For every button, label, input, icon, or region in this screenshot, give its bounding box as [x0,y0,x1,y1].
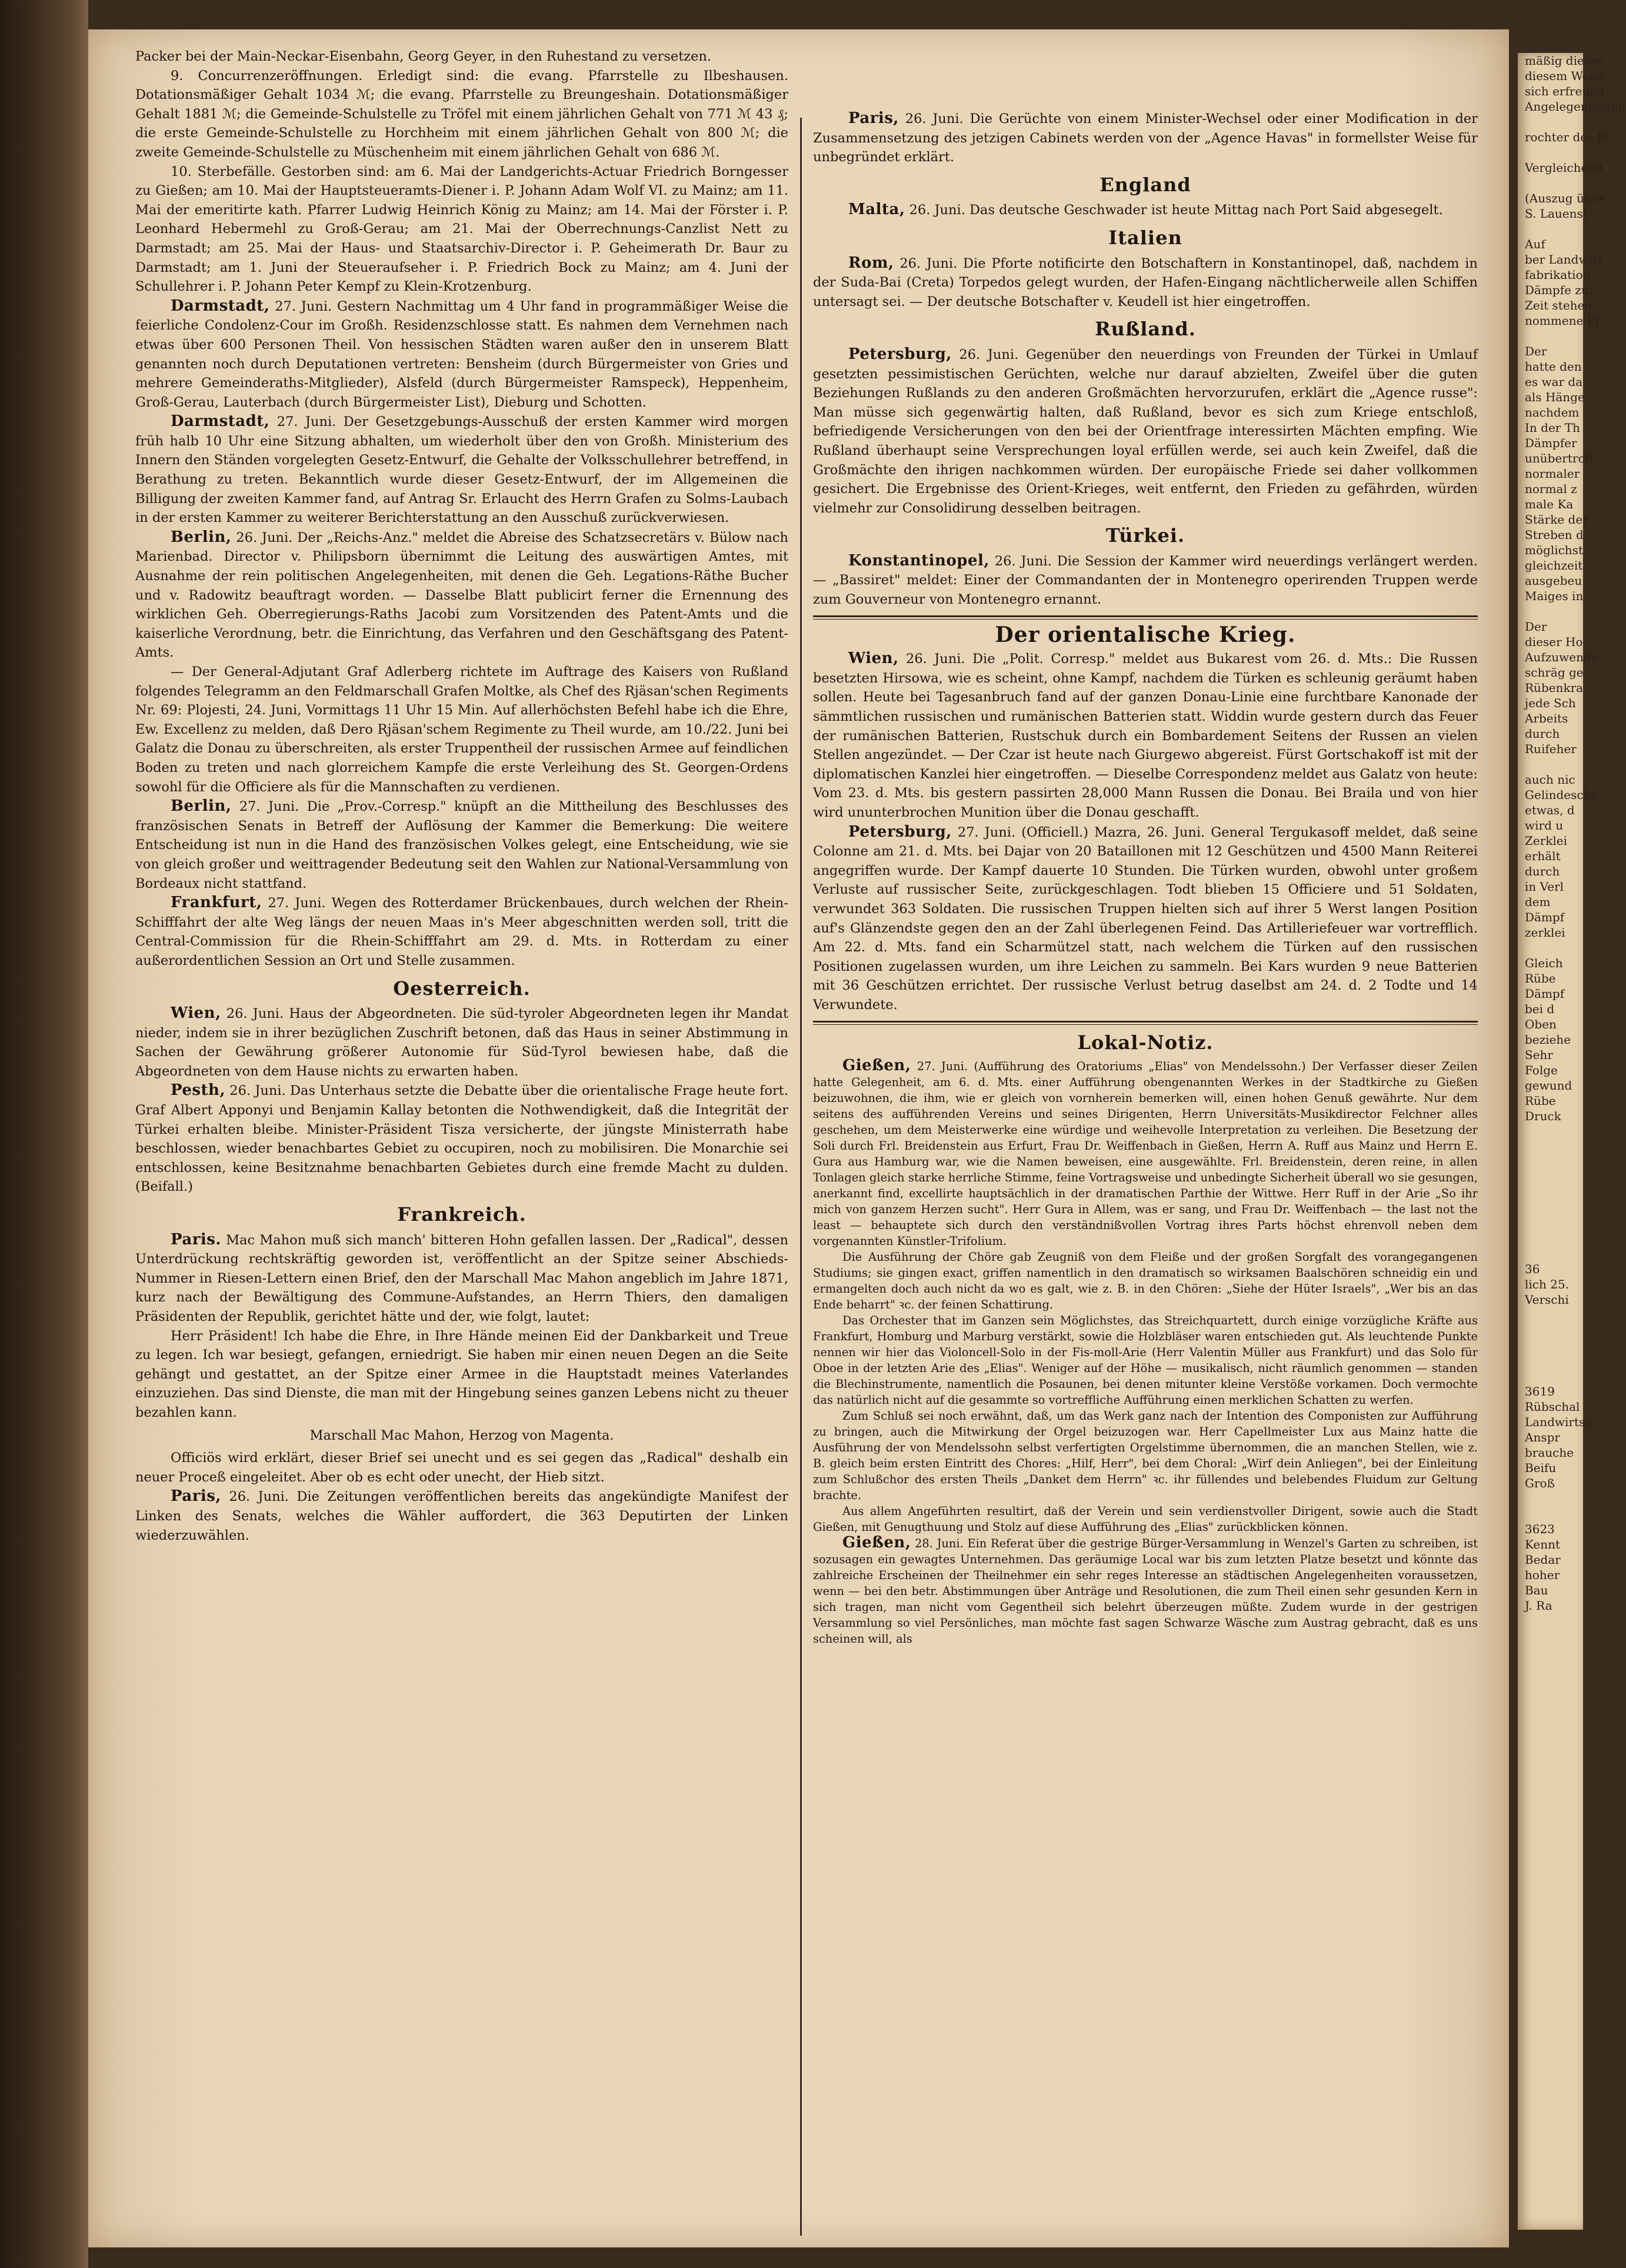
adjacent-page-line [1525,604,1583,619]
dateline: Rom, [848,254,894,272]
adjacent-page-line: Bau [1525,1583,1548,1597]
article-body: 26. Juni. Haus der Abgeordneten. Die süd-tyroler Abgeordneten legen ihr Mandat nieder, indem sie in ihrer bezüglichen Zuschrift betonen, daß das Haus in seiner Abstimmung in Sachen der Gewährung größerer Autonomie für Süd-Tyrol bewiesen habe, daß die Abgeordneten von dem Hause nichts zu erwarten haben. [135,1006,788,1079]
article-body: 27. Juni. Der Gesetzgebungs-Ausschuß der ersten Kammer wird morgen früh halb 10 Uhr eine Sitzung abhalten, um wiederholt über den von Großh. Ministerium des Innern den Ständen vorgelegten Gesetz-Entwurf, die Gehalte der Volksschullehrer betreffend, in Berathung zu treten. Bekanntlich wurde dieser Gesetz-Entwurf, der im Allgemeinen die Billigung der zweiten Kammer fand, auf Antrag Sr. Erlaucht des Herrn Grafen zu Solms-Laubach in der ersten Kammer zu weiterer Berichterstattung an den Ausschuß zurückverwiesen. [135,414,788,526]
article-body: 26. Juni. Die „Polit. Corresp." meldet aus Bukarest vom 26. d. Mts.: Die Russen besetzten Hirsowa, wie es scheint, ohne Kampf, nachdem die Türken es schleunig geräumt haben sollen. Heute bei Tagesanbruch fand auf der ganzen Donau-Linie eine furchtbare Kanonade der sämmtlichen russischen und rumänischen Batterien statt. Widdin wurde gestern durch das Feuer der rumänischen Batterien, Rustschuk durch ein Bombardement Seitens der Russen an vielen Stellen angezündet. — Der Czar ist heute nach Giurgewo abgereist. Fürst Gortschakoff ist mit der diplomatischen Kanzlei hier eingetroffen. — Dieselbe Correspondenz meldet aus Galatz von heute: Vom 23. d. Mts. bis gestern passirten 28,000 Mann Russen die Donau. Bei Braila und von hier wird ununterbrochen Munition über die Donau geschafft. [813,651,1478,820]
article-body: 27. Juni. (Aufführung des Oratoriums „Elias" von Mendelssohn.) Der Verfasser dieser Zeilen hatte Gelegenheit, am 6. d. Mts. einer Aufführung obengenannten Werkes in der Stadtkirche zu Gießen beizuwohnen, die ihm, wie er gleich von vornherein bemerken will, einen hohen Genuß gewährte. Nur dem seitens des aufführenden Vereins und seines Dirigenten, Herrn Universitäts-Musikdirector Felchner alles geschehen, um dem Meisterwerke eine würdige und weihevolle Interpretation zu verleihen. Die Besetzung der Soli durch Frl. Breidenstein aus Erfurt, Frau Dr. Weiffenbach in Gießen, Herrn A. Ruff aus Mainz und Herrn E. Gura aus Hamburg war, wie die Namen beweisen, eine ausgewählte. Frl. Breidenstein, deren reine, in allen Tonlagen gleich starke herrliche Stimme, feine Vortragsweise und unbedingte Sicherheit überall wo sie gesungen, anerkannt find, excellirte hauptsächlich in der dramatischen Parthie der Wittwe. Herr Ruff in der Arie „So ihr mich von ganzem Herzen sucht". Herr Gura in Allem, was er sang, und Frau Dr. Weiffenbach — the last not the least — behauptete sich durch den verständnißvollen Vortrag ihres Parts höchst ehrenvoll neben dem vorgenannten Künstler-Trifolium. [813,1060,1478,1248]
adjacent-page-line: dieser Ho [1525,635,1583,649]
adjacent-page-line: fabrikation. [1525,268,1594,282]
adjacent-page-line: durch [1525,864,1560,878]
adjacent-page-line [1525,328,1583,344]
adjacent-page-line [1525,114,1583,129]
dateline: Wien, [848,650,899,668]
adjacent-page-line: Dämpfe zur [1525,283,1595,297]
dateline: Darmstadt, [171,412,270,431]
left-column [135,47,788,1545]
article-paris-1 [135,1230,788,1327]
article-text: Packer bei der Main-Neckar-Eisenbahn, Georg Geyer, in den Ruhestand zu versetzen. [135,49,712,64]
article-pesth [135,1081,788,1197]
article-choere: Die Ausführung der Chöre gab Zeugniß von dem Fleiße und der großen Sorgfalt des vorangegangenen Studiums; sie gingen exact, griffen namentlich in den dramatisch so wirksamen Baalschören schneidig ein und ermangelten doch auch nicht da wo es galt, wie z. B. in den Chören: „Siehe der Hüter Israels", „Wer bis an das Ende beharrt" ꝛc. der feinen Schattirung. [813,1250,1478,1312]
adjacent-page-line [1525,1231,1583,1246]
section-rule [813,1021,1478,1025]
adjacent-page-line: Gleich [1525,956,1563,970]
adjacent-page-line: (Auszug über [1525,191,1605,205]
adjacent-page-line: erhält [1525,849,1561,863]
dateline: Petersburg, [848,345,952,363]
adjacent-page-line: lich 25. [1525,1277,1570,1291]
dateline: Paris, [171,1487,221,1506]
article-body: 27. Juni. Gestern Nachmittag um 4 Uhr fand in programmäßiger Weise die feierliche Condolenz-Cour im Großh. Residenzschlosse statt. Es nahmen dem Vernehmen nach etwas über 600 Personen Theil. Von hessischen Städten waren außer den in unserem Blatt genannten noch durch Deputationen vertreten: Bensheim (durch Bürgermeister von Gries und mehrere Gemeinderaths-Mitglieder), Alsfeld (durch Bürgermeister Ramspeck), Heppenheim, Groß-Gerau, Lauterbach (durch Bürgermeister List), Dieburg und Schotten. [135,298,788,410]
adjacent-page-fragments [1518,53,1626,1613]
adjacent-page-line: Dämpfer [1525,436,1577,450]
article-concurrenz: 9. Concurrenzeröffnungen. Erledigt sind: die evang. Pfarrstelle zu Ilbeshausen. Dotationsmäßiger Gehalt 1034 ℳ; die evang. Pfarrstelle zu Breungeshain. Dotationsmäßiger Gehalt 1881 ℳ; die Gemeinde-Schulstelle zu Tröfel mit einem jährlichen Gehalt von 771 ℳ 43 ₰; die erste Gemeinde-Schulstelle zu Horchheim mit einem jährlichen Gehalt von 800 ℳ; die zweite Gemeinde-Schulstelle zu Müschenheim mit einem jährlichen Gehalt von 686 ℳ. [135,68,788,160]
adjacent-page-line: Rübe [1525,1094,1556,1108]
adjacent-page-line: In der Th [1525,421,1580,435]
article-resultat: Aus allem Angeführten resultirt, daß der Verein und sein verdienstvoller Dirigent, sowie auch die Stadt Gießen, mit Genugthuung und Stolz auf diese Aufführung des „Elias" zurückblicken können. [813,1504,1478,1534]
article-body: 27. Juni. Die „Prov.-Corresp." knüpft an die Mittheilung des Beschlusses des französischen Senats in Betreff der Auflösung der Kammer die Bemerkung: Die weitere Entscheidung ist nun in die Hand des französischen Volkes gelegt, eine Entscheidung, wie sie von gleich großer und weittragender Bedeutung seit den Wahlen zur National-Versammlung von Bordeaux nicht stattfand. [135,799,788,891]
adjacent-page-line: es war da [1525,375,1583,389]
article-body: 26. Juni. Die Gerüchte von einem Minister-Wechsel oder einer Modification in der Zusammensetzung des jetzigen Cabinets werden von der „Agence Havas" in formellster Weise für unbegründet erklärt. [813,111,1478,165]
adjacent-page-line [1525,1353,1583,1368]
article-rom [813,254,1478,312]
adjacent-page-line: hoher [1525,1568,1560,1582]
adjacent-page-line [1525,757,1583,772]
article-body: 27. Juni. (Officiell.) Mazra, 26. Juni. General Tergukasoff meldet, daß seine Colonne am 21. d. Mts. bei Dajar von 20 Bataillonen mit 12 Geschützen und 4500 Mann Reiterei angegriffen wurde. Der Kampf dauerte 10 Stunden. Die Türken wurden, obwohl unter großem Verluste auf russischer Seite, zurückgeschlagen. Todt blieben 15 Officiere und 51 Soldaten, verwundet 363 Soldaten. Die russischen Truppen hielten sich auf ihrer 5 Werst langen Position auf's Glänzendste gegen den an der Zahl überlegenen Feind. Das Artilleriefeuer war vortrefflich. Am 22. d. Mts. fand ein Scharmützel statt, nach welchem die Türken auf den russischen Positionen zugelassen wurden, um ihre Leichen zu sammeln. Bei Kars wurden 9 neue Batterien mit 36 Geschützen errichtet. Der russische Verlust betrug daselbst am 24. d. 2 Todte und 14 Verwundete. [813,824,1478,1013]
article-body: 26. Juni. Der „Reichs-Anz." meldet die Abreise des Schatzsecretärs v. Bülow nach Marienbad. Director v. Philipsborn übernimmt die Leitung des auswärtigen Amtes, mit Ausnahme der rein politischen Angelegenheiten, mit denen die Geh. Legations-Räthe Bucher und v. Radowitz beauftragt worden. — Dasselbe Blatt publicirt ferner die Ernennung des wirklichen Geh. Oberregierungs-Raths Jacobi zum Vorsitzenden des Patent-Amts und die kaiserliche Verordnung, betr. die Einrichtung, das Verfahren und den Geschäftsgang des Patent-Amts. [135,529,788,661]
article-darmstadt-1 [135,297,788,412]
adjacent-page-line: Arbeits [1525,711,1568,725]
dateline: Gießen, [842,1534,911,1552]
column-divider [800,118,802,2236]
article-body: Mac Mahon muß sich manch' bitteren Hohn gefallen lassen. Der „Radical", dessen Unterdrückung rechtskräftig geworden ist, veröffentlicht an der Spitze seiner Abschieds-Nummer in Riesen-Lettern einen Brief, den der Marschall Mac Mahon angeblich im Jahre 1871, kurz nach der Bewältigung des Commune-Aufstandes, an Herrn Thiers, den damaligen Präsidenten der Republik, gerichtet hätte und der, wie folgt, lautet: [135,1232,788,1324]
adjacent-page-line: ausgebeu [1525,574,1582,588]
article-orgel: Zum Schluß sei noch erwähnt, daß, um das Werk ganz nach der Intention des Componisten zur Aufführung zu bringen, auch die Mitwirkung der Orgel beizuzogen war. Herr Capellmeister Lux aus Mainz hatte die Ausführung der von Mendelssohn selbst verfertigten Orgelstimme übernommen, die an manchen Stellen, wie z. B. gleich beim ersten Eintritt des Chores: „Hilf, Herr", bei dem Choral: „Wirf dein Anliegen", bei der Einleitung zum Schlußchor des ersten Theils „Danket dem Herrn" ꝛc. ihr füllendes und belebendes Fluidum zur Geltung brachte. [813,1409,1478,1503]
adjacent-page-line: Rübe [1525,971,1556,985]
dateline: Pesth, [171,1081,225,1100]
adjacent-page-line: nommene Pf [1525,314,1600,328]
section-heading-frankreich: Frankreich. [397,1203,527,1226]
dateline: Konstantinopel, [848,551,989,570]
adjacent-page-line: Beifu [1525,1461,1557,1475]
article-konstantinopel [813,551,1478,610]
adjacent-page-line: normal z [1525,482,1577,496]
adjacent-page-line [1525,1491,1583,1506]
article-body: 26. Juni. Die Session der Kammer wird neuerdings verlängert werden. — „Bassiret" meldet: Einer der Commandanten der in Montenegro operirenden Truppen werde zum Gouverneur von Montenegro ernannt. [813,553,1478,608]
adjacent-page-line: unübertroff [1525,451,1594,465]
adjacent-page-line: Rübenkra [1525,681,1584,695]
article-frankfurt [135,893,788,970]
article-body: 26. Juni. Gegenüber den neuerdings von Freunden der Türkei in Umlauf gesetzten pessimistischen Gerüchten, welche nur darauf abzielten, Zweifel über die guten Beziehungen Rußlands zu den anderen Großmächten hervorzurufen, erklärt die „Agence russe": Man müsse sich gegenwärtig halten, daß Rußland, bevor es sich zum Kriege entschloß, befriedigende Versicherungen von den bei der Orientfrage interessirten Mächten empfing. Wie Rußland überhaupt seine Versprechungen loyal erfüllen werde, sei auch kein Zweifel, daß die Großmächte den ihrigen nachkommen würden. Der europäische Friede sei daher vollkommen gesichert. Die Ergebnisse des Orient-Krieges, weit entfernt, den Frieden zu gefährden, würden vielmehr zur Consolidirung desselben beitragen. [813,347,1478,516]
dateline: Wien, [171,1004,221,1023]
adjacent-page-line [1525,1506,1583,1521]
adjacent-page-line: dem [1525,895,1551,909]
adjacent-page-line: Der [1525,344,1547,358]
adjacent-page-line: 3623 [1525,1522,1555,1536]
adjacent-page-line: 36 [1525,1262,1540,1276]
adjacent-page-line: mäßig dieses [1525,54,1604,68]
adjacent-page-line: normaler [1525,467,1580,481]
adjacent-page-line [1525,145,1583,160]
adjacent-page-line [1525,1170,1583,1185]
adjacent-page-line: Folge [1525,1063,1558,1077]
adjacent-page-line: möglichst [1525,543,1583,557]
section-heading-oesterreich: Oesterreich. [393,977,531,1000]
article-body: 26. Juni. Die Pforte notificirte den Botschaftern in Konstantinopel, daß, nachdem in der Suda-Bai (Creta) Torpedos gelegt wurden, der Hafen-Eingang nächtlicherweile allen Schiffen untersagt sei. — Der deutsche Botschafter v. Keudell ist hier eingetroffen. [813,255,1478,309]
adjacent-page-line [1525,175,1583,191]
adjacent-page-line: Angelegenheiten [1525,99,1626,114]
dateline: Darmstadt, [171,297,270,315]
adjacent-page-line: beziehe [1525,1033,1571,1047]
adjacent-page-line [1525,1215,1583,1231]
adjacent-page-line: ber Landwirt [1525,252,1603,267]
section-heading-krieg: Der orientalische Krieg. [995,622,1296,647]
article-paris-3 [813,109,1478,167]
adjacent-page-line: Maiges in [1525,589,1584,603]
adjacent-page-line [1525,1139,1583,1154]
adjacent-page-line: Vergleichend [1525,161,1604,175]
adjacent-page-line: auch nic [1525,772,1575,787]
adjacent-page-line: zerklei [1525,925,1565,940]
article-petersburg-2 [813,822,1478,1015]
adjacent-page-line: gewund [1525,1078,1572,1093]
right-column [813,109,1478,1647]
adjacent-page-line: bei d [1525,1002,1555,1016]
dateline: Paris, [848,109,899,127]
adjacent-page-line: Zerklei [1525,834,1568,848]
section-heading-tuerkei: Türkei. [1105,524,1185,547]
article-body: 27. Juni. Wegen des Rotterdamer Brückenbaues, durch welchen der Rhein-Schifffahrt der alte Weg längs der neuen Maas in's Meer abgeschnitten werden soll, tritt die Central-Commission für die Rhein-Schifffahrt am 29. d. Mts. in Rotterdam zu einer außerordentlichen Session an Ort und Stelle zusammen. [135,895,788,968]
adjacent-page-line: Verschi [1525,1293,1569,1307]
adjacent-page-line: schräg ge [1525,665,1584,680]
adjacent-page-line [1525,1246,1583,1261]
adjacent-page-line [1525,1368,1583,1384]
adjacent-page-line: S. Lauenst [1525,207,1588,221]
adjacent-page-line: wird u [1525,818,1564,832]
article-orchester: Das Orchester that im Ganzen sein Möglichstes, das Streichquartett, durch einige vorzügliche Kräfte aus Frankfurt, Homburg und Marburg verstärkt, sowie die Holzbläser waren entschieden gut. Als leuchtende Punkte nennen wir hier das Violoncell-Solo in der Fis-moll-Arie (Herr Valentin Müller aus Frankfurt) und das Solo für Oboe in der letzten Arie des „Elias". Weniger auf der Höhe — musikalisch, nicht räumlich genommen — standen die Blechinstrumente, namentlich die Posaunen, bei denen mitunter kleine Verstöße vorkamen. Doch vermochte das natürlich nicht auf die gesammte so vortreffliche Aufführung einen merklichen Schatten zu werfen. [813,1314,1478,1407]
adjacent-page-line: Oben [1525,1017,1557,1031]
adjacent-page-line: Gelindesche [1525,788,1598,802]
dateline: Paris. [171,1230,221,1248]
adjacent-page-line: Der [1525,620,1547,634]
section-heading-russland: Rußland. [1095,318,1196,341]
article-giessen-1 [813,1058,1478,1249]
article-giessen-2 [813,1535,1478,1647]
adjacent-page-line [1525,1154,1583,1170]
adjacent-page-line: Druck [1525,1109,1561,1123]
article-officioes: Officiös wird erklärt, dieser Brief sei unecht und es sei gegen das „Radical" deshalb ein neuer Proceß eingeleitet. Aber ob es echt oder unecht, der Hieb sitzt. [135,1450,788,1485]
article-body: 26. Juni. Die Zeitungen veröffentlichen bereits das angekündigte Manifest der Linken des Senats, welches die Wähler auffordert, die 363 Deputirten der Linken wiederzuwählen. [135,1489,788,1543]
adjacent-page-line: Dämpf [1525,987,1565,1001]
dateline: Gießen, [842,1057,911,1075]
adjacent-page-line: male Ka [1525,497,1574,511]
section-rule [813,615,1478,620]
article-malta [813,200,1478,220]
article-wien-krieg [813,649,1478,822]
letter-text: Herr Präsident! Ich habe die Ehre, in Ihre Hände meinen Eid der Dankbarkeit und Treue zu legen. Ich war besiegt, gefangen, erniedrigt. Sie haben mir einen neuen Degen an die Seite gehängt und gestattet, an der Spitze einer Armee in die Hauptstadt meines Vaterlandes einzuziehen. Das sind Dienste, die man mit der Hingebung seines ganzen Lebens nicht zu theuer bezahlen kann. [135,1328,789,1420]
section-heading-england: England [1099,173,1191,196]
article-sterbefaelle: 10. Sterbefälle. Gestorben sind: am 6. Mai der Landgerichts-Actuar Friedrich Borngesser zu Gießen; am 10. Mai der Hauptsteueramts-Diener i. P. Johann Adam Wolf VI. zu Mainz; am 11. Mai der emeritirte kath. Pfarrer Ludwig Heinrich König zu Mainz; am 14. Mai der Förster i. P. Leonhard Hebermehl zu Groß-Gerau; am 21. Mai der Oberrechnungs-Canzlist Nett zu Darmstadt; am 25. Mai der Haus- und Staatsarchiv-Director i. P. Geheimerath Dr. Baur zu Darmstadt; am 1. Juni der Steueraufseher i. P. Friedrich Bock zu Mainz; am 4. Juni der Schullehrer i. P. Johann Peter Kempf zu Klein-Krotzenburg. [135,164,788,295]
article-adlerberg: — Der General-Adjutant Graf Adlerberg richtete im Auftrage des Kaisers von Rußland folgendes Telegramm an den Feldmarschall Grafen Moltke, als Chef des Rjäsan'schen Regiments Nr. 69: Plojesti, 24. Juni, Vormittags 11 Uhr 15 Min. Auf allerhöchsten Befehl habe ich die Ehre, Ew. Excellenz zu melden, daß Dero Rjäsan'schem Regimente zu Theil wurde, am 10./22. Juni bei Galatz die Donau zu überschreiten, als erster Truppentheil der russischen Armee auf feindlichen Boden zu treten und nach glorreichem Kampfe die erste Verleihung des St. Georgen-Ordens sowohl für die Officiere als für die Mannschaften zu verdienen. [135,664,788,795]
adjacent-page-line: J. Ra [1525,1598,1552,1613]
adjacent-page-line: Kennt [1525,1537,1561,1551]
adjacent-page-line: Landwirtsc [1525,1415,1592,1429]
adjacent-page-line: brauche [1525,1446,1574,1460]
adjacent-page-line: in Verl [1525,880,1564,894]
article-body: 28. Juni. Ein Referat über die gestrige Bürger-Versammlung in Wenzel's Garten zu schreiben, ist sozusagen ein gewagtes Unternehmen. Das geräumige Local war bis zum letzten Platze besetzt und könnte das zahlreiche Erscheinen der Theilnehmer ein sehr reges Interesse an städtischen Angelegenheiten voraussetzen, wenn — bei den betr. Abstimmungen über Anträge und Resolutionen, die zum Theil einen sehr gesunden Kern in sich tragen, man nicht vom Gegentheil sich belehrt überzeugen müßte. Zudem wurde in der gestrigen Versammlung so viel Persönliches, man möchte fast sagen Schwarze Wäsche zum Austrag gebracht, daß es uns scheinen will, als [813,1537,1478,1646]
dateline: Petersburg, [848,822,952,841]
adjacent-page-line: etwas, d [1525,803,1575,817]
adjacent-page-line: rochter des Bl [1525,130,1610,144]
adjacent-page-line: diesem Wege [1525,69,1604,83]
article-body: 26. Juni. Das Unterhaus setzte die Debatte über die orientalische Frage heute fort. Graf Albert Apponyi und Benjamin Kallay betonten die Nothwendigkeit, daß die Integrität der Türkei erhalten bleibe. Minister-Präsident Tisza versicherte, der jüngste Ministerrath habe beschlossen, wieder benachbartes Gebiet zu occupiren, noch zu mobilisiren. Die Monarchie sei entschlossen, keine Besitznahme benachbarten Gebietes durch eine fremde Macht zu dulden. (Beifall.) [135,1083,788,1195]
adjacent-page-line: hatte den [1525,359,1582,374]
adjacent-page-line: Bedar [1525,1553,1561,1567]
adjacent-page-line: Dämpf [1525,910,1565,924]
adjacent-page-line: Rübschal [1525,1400,1580,1414]
adjacent-page-line: Stärke der [1525,512,1588,527]
adjacent-page-line [1525,1323,1583,1338]
dateline: Frankfurt, [171,894,262,912]
adjacent-page-line [1525,940,1583,955]
adjacent-page-line: gleichzeit [1525,558,1583,572]
letter-signature: Marschall Mac Mahon, Herzog von Magenta. [309,1427,614,1443]
adjacent-page-line: Streben d [1525,528,1584,542]
adjacent-page-line: Anspr [1525,1430,1560,1444]
article-body: 26. Juni. Das deutsche Geschwader ist heute Mittag nach Port Said abgesegelt. [905,202,1443,218]
lokal-notiz-block [813,1058,1478,1647]
article-berlin-2 [135,797,788,893]
adjacent-page-line [1525,1185,1583,1200]
section-heading-italien: Italien [1108,226,1182,249]
dateline: Berlin, [171,797,232,815]
adjacent-page-line: Zeit stehen [1525,298,1592,312]
adjacent-page-line: Aufzuwende [1525,650,1598,664]
dateline: Berlin, [171,528,232,546]
adjacent-page-line [1525,1200,1583,1215]
article-berlin-1 [135,528,788,662]
article-petersburg-1 [813,345,1478,518]
article-paris-2 [135,1487,788,1545]
adjacent-page-edge [1518,53,1626,2230]
adjacent-page-line: Sehr [1525,1048,1553,1062]
adjacent-page-line: jede Sch [1525,696,1576,710]
adjacent-page-line: als Hänge [1525,390,1585,404]
adjacent-page-line [1525,221,1583,237]
dateline: Malta, [848,201,905,219]
adjacent-page-line [1525,1307,1583,1323]
adjacent-page-line: sich erfreuen [1525,84,1604,98]
adjacent-page-line: Groß [1525,1476,1555,1490]
adjacent-page-line: Ruifeher [1525,742,1577,756]
article-wien [135,1004,788,1081]
adjacent-page-line: Auf [1525,237,1545,251]
adjacent-page-line [1525,1338,1583,1353]
book-gutter [0,0,88,2268]
adjacent-page-line: nachdem [1525,405,1580,419]
section-heading-lokal: Lokal-Notiz. [1077,1031,1214,1054]
article-darmstadt-2 [135,412,788,528]
adjacent-page-line: durch [1525,727,1560,741]
adjacent-page-line [1525,1124,1583,1139]
adjacent-page-line: 3619 [1525,1384,1555,1398]
